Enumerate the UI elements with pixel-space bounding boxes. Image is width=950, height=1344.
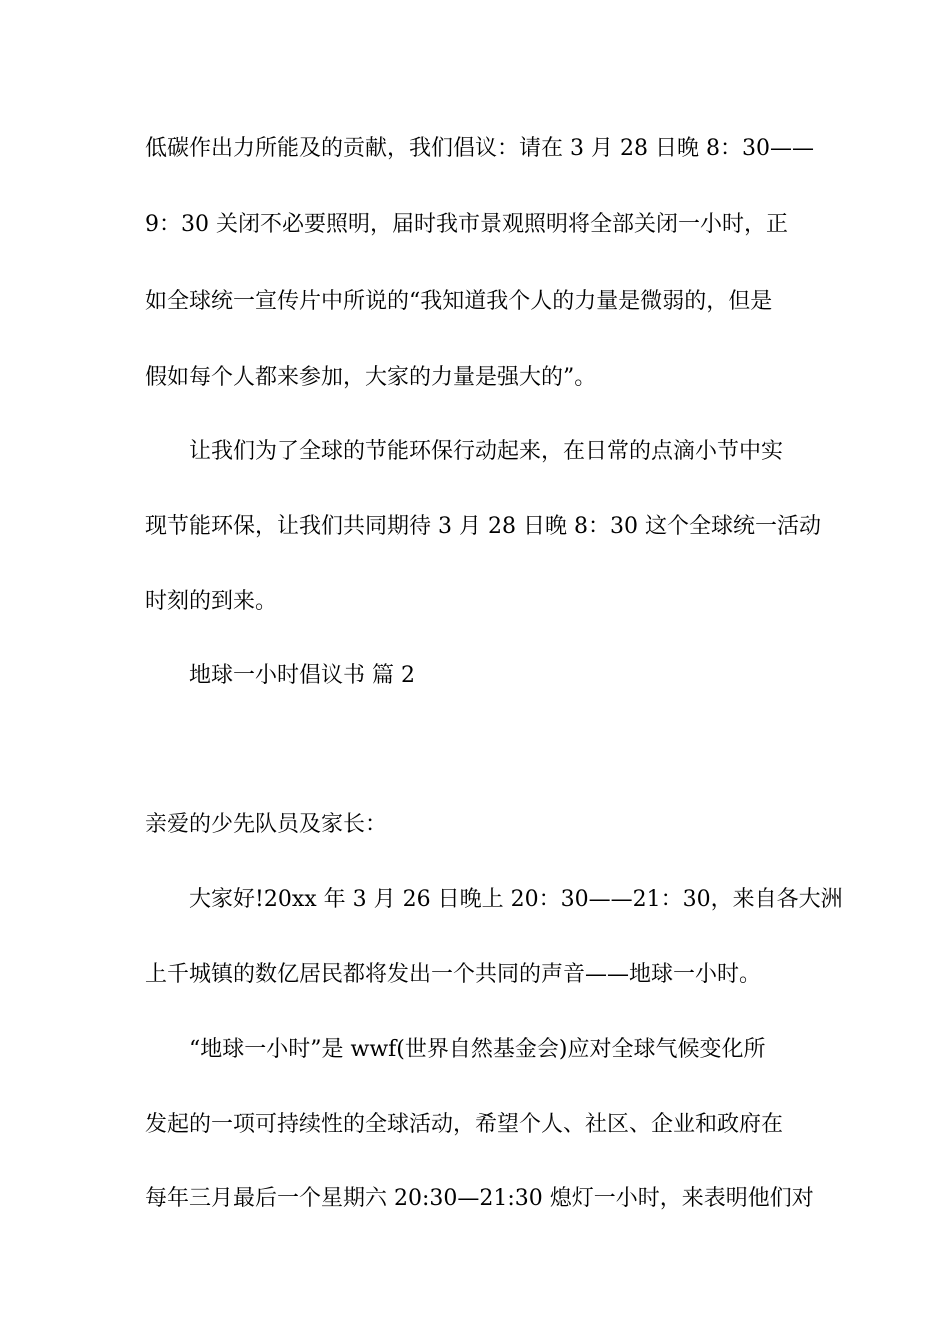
text-line: 现节能环保，让我们共同期待 3 月 28 日晚 8：30 这个全球统一活动 [145, 514, 821, 539]
paragraph-first-line: “地球一小时”是 wwf(世界自然基金会)应对全球气候变化所 [189, 1037, 766, 1062]
text-line: 每年三月最后一个星期六 20:30—21:30 熄灯一小时，来表明他们对 [145, 1186, 814, 1211]
text-line: 9：30 关闭不必要照明，届时我市景观照明将全部关闭一小时，正 [145, 212, 788, 237]
section-heading: 地球一小时倡议书 篇 2 [189, 663, 415, 688]
paragraph-first-line: 让我们为了全球的节能环保行动起来，在日常的点滴小节中实 [189, 439, 784, 464]
salutation: 亲爱的少先队员及家长： [145, 812, 388, 837]
text-line: 假如每个人都来参加，大家的力量是强大的”。 [145, 365, 597, 390]
text-line: 如全球统一宣传片中所说的“我知道我个人的力量是微弱的，但是 [145, 289, 773, 314]
text-line: 上千城镇的数亿居民都将发出一个共同的声音——地球一小时。 [145, 962, 762, 987]
text-line: 发起的一项可持续性的全球活动，希望个人、社区、企业和政府在 [145, 1112, 784, 1137]
text-line: 时刻的到来。 [145, 589, 278, 614]
paragraph-first-line: 大家好!20xx 年 3 月 26 日晚上 20：30——21：30，来自各大洲 [189, 887, 843, 912]
text-line: 低碳作出力所能及的贡献，我们倡议：请在 3 月 28 日晚 8：30—— [145, 136, 814, 161]
